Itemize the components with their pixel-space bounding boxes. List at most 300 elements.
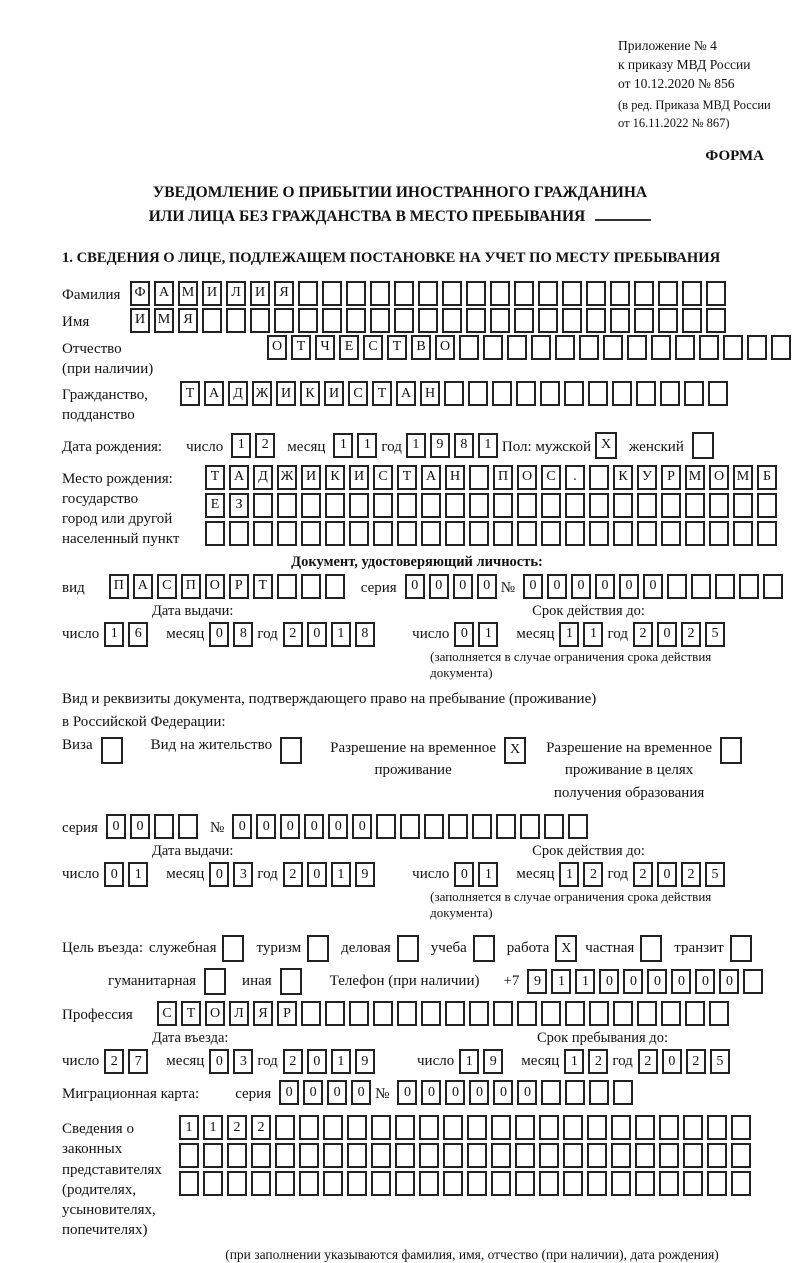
char-cell[interactable] — [493, 493, 513, 518]
char-cell[interactable] — [541, 1080, 561, 1105]
char-cell[interactable] — [541, 1001, 561, 1026]
char-cell[interactable]: 0 — [619, 574, 639, 599]
char-cell[interactable]: И — [324, 381, 344, 406]
char-cell[interactable]: Ж — [277, 465, 297, 490]
char-cell[interactable]: О — [267, 335, 287, 360]
char-cell[interactable] — [520, 814, 540, 839]
char-cell[interactable] — [466, 308, 486, 333]
char-cell[interactable]: 0 — [517, 1080, 537, 1105]
char-cell[interactable] — [515, 1143, 535, 1168]
char-cell[interactable]: Т — [205, 465, 225, 490]
char-cell[interactable]: 1 — [128, 862, 148, 887]
char-cell[interactable] — [253, 493, 273, 518]
char-cell[interactable]: И — [130, 308, 150, 333]
char-cell[interactable]: 0 — [351, 1080, 371, 1105]
char-cell[interactable] — [603, 335, 623, 360]
char-cell[interactable] — [659, 1143, 679, 1168]
char-cell[interactable]: Н — [445, 465, 465, 490]
char-cell[interactable]: 0 — [547, 574, 567, 599]
char-cell[interactable] — [346, 308, 366, 333]
char-cell[interactable]: Н — [420, 381, 440, 406]
char-cell[interactable] — [395, 1115, 415, 1140]
char-cell[interactable]: 0 — [477, 574, 497, 599]
char-cell[interactable]: 2 — [681, 622, 701, 647]
char-cell[interactable] — [589, 465, 609, 490]
char-cell[interactable] — [731, 1171, 751, 1196]
char-cell[interactable] — [589, 521, 609, 546]
char-cell[interactable] — [683, 1143, 703, 1168]
char-cell[interactable]: С — [157, 574, 177, 599]
char-cell[interactable] — [706, 308, 726, 333]
char-cell[interactable] — [563, 1143, 583, 1168]
char-cell[interactable] — [251, 1143, 271, 1168]
char-cell[interactable]: Е — [205, 493, 225, 518]
char-cell[interactable]: 0 — [328, 814, 348, 839]
char-cell[interactable]: 0 — [643, 574, 663, 599]
char-cell[interactable]: Р — [229, 574, 249, 599]
char-cell[interactable]: 0 — [445, 1080, 465, 1105]
char-cell[interactable] — [667, 574, 687, 599]
char-cell[interactable] — [250, 308, 270, 333]
char-cell[interactable] — [445, 1001, 465, 1026]
other-checkbox[interactable] — [280, 968, 302, 995]
char-cell[interactable] — [444, 381, 464, 406]
char-cell[interactable]: В — [411, 335, 431, 360]
char-cell[interactable]: Ф — [130, 281, 150, 306]
char-cell[interactable] — [699, 335, 719, 360]
char-cell[interactable] — [469, 465, 489, 490]
char-cell[interactable] — [539, 1115, 559, 1140]
char-cell[interactable]: 0 — [303, 1080, 323, 1105]
char-cell[interactable]: Д — [228, 381, 248, 406]
char-cell[interactable]: 9 — [527, 969, 547, 994]
char-cell[interactable] — [370, 281, 390, 306]
char-cell[interactable] — [565, 493, 585, 518]
char-cell[interactable] — [661, 521, 681, 546]
temp-edu-checkbox[interactable] — [720, 737, 742, 764]
char-cell[interactable] — [612, 381, 632, 406]
char-cell[interactable]: 1 — [559, 622, 579, 647]
char-cell[interactable] — [731, 1143, 751, 1168]
char-cell[interactable]: А — [421, 465, 441, 490]
char-cell[interactable] — [301, 521, 321, 546]
char-cell[interactable] — [658, 308, 678, 333]
char-cell[interactable] — [541, 521, 561, 546]
transit-checkbox[interactable] — [730, 935, 752, 962]
char-cell[interactable]: З — [229, 493, 249, 518]
char-cell[interactable]: Т — [181, 1001, 201, 1026]
char-cell[interactable] — [349, 493, 369, 518]
char-cell[interactable] — [587, 1115, 607, 1140]
char-cell[interactable]: 2 — [104, 1049, 124, 1074]
char-cell[interactable] — [707, 1143, 727, 1168]
char-cell[interactable] — [493, 1001, 513, 1026]
private-checkbox[interactable] — [640, 935, 662, 962]
char-cell[interactable]: Е — [339, 335, 359, 360]
char-cell[interactable] — [301, 574, 321, 599]
char-cell[interactable]: 0 — [595, 574, 615, 599]
char-cell[interactable] — [467, 1171, 487, 1196]
char-cell[interactable] — [347, 1171, 367, 1196]
char-cell[interactable]: 1 — [406, 433, 426, 458]
char-cell[interactable] — [613, 1080, 633, 1105]
char-cell[interactable]: Т — [397, 465, 417, 490]
char-cell[interactable] — [661, 1001, 681, 1026]
char-cell[interactable] — [469, 493, 489, 518]
char-cell[interactable]: 2 — [227, 1115, 247, 1140]
char-cell[interactable] — [516, 381, 536, 406]
char-cell[interactable] — [323, 1143, 343, 1168]
char-cell[interactable] — [661, 493, 681, 518]
char-cell[interactable] — [538, 308, 558, 333]
char-cell[interactable]: 1 — [331, 622, 351, 647]
char-cell[interactable] — [154, 814, 174, 839]
char-cell[interactable] — [226, 308, 246, 333]
char-cell[interactable]: 0 — [130, 814, 150, 839]
char-cell[interactable] — [709, 493, 729, 518]
char-cell[interactable]: А — [204, 381, 224, 406]
char-cell[interactable] — [419, 1115, 439, 1140]
char-cell[interactable]: М — [154, 308, 174, 333]
char-cell[interactable]: 7 — [128, 1049, 148, 1074]
char-cell[interactable]: К — [300, 381, 320, 406]
char-cell[interactable] — [568, 814, 588, 839]
char-cell[interactable] — [757, 493, 777, 518]
char-cell[interactable] — [472, 814, 492, 839]
char-cell[interactable] — [483, 335, 503, 360]
char-cell[interactable] — [469, 1001, 489, 1026]
char-cell[interactable] — [323, 1171, 343, 1196]
char-cell[interactable]: 0 — [429, 574, 449, 599]
char-cell[interactable] — [723, 335, 743, 360]
char-cell[interactable]: 0 — [209, 622, 229, 647]
char-cell[interactable] — [685, 1001, 705, 1026]
char-cell[interactable]: 0 — [662, 1049, 682, 1074]
char-cell[interactable]: 1 — [357, 433, 377, 458]
char-cell[interactable]: 9 — [483, 1049, 503, 1074]
sex-male-checkbox[interactable]: X — [595, 432, 617, 459]
char-cell[interactable] — [275, 1171, 295, 1196]
char-cell[interactable] — [715, 574, 735, 599]
char-cell[interactable]: 2 — [283, 1049, 303, 1074]
char-cell[interactable]: 2 — [633, 622, 653, 647]
char-cell[interactable]: 0 — [523, 574, 543, 599]
char-cell[interactable]: 1 — [551, 969, 571, 994]
char-cell[interactable] — [517, 521, 537, 546]
char-cell[interactable] — [467, 1115, 487, 1140]
char-cell[interactable]: 0 — [421, 1080, 441, 1105]
char-cell[interactable] — [635, 1143, 655, 1168]
char-cell[interactable] — [347, 1115, 367, 1140]
char-cell[interactable] — [733, 521, 753, 546]
char-cell[interactable]: 2 — [686, 1049, 706, 1074]
char-cell[interactable]: М — [685, 465, 705, 490]
char-cell[interactable]: 6 — [128, 622, 148, 647]
char-cell[interactable]: Я — [253, 1001, 273, 1026]
char-cell[interactable]: К — [325, 465, 345, 490]
char-cell[interactable]: 2 — [283, 622, 303, 647]
char-cell[interactable] — [373, 1001, 393, 1026]
char-cell[interactable]: К — [613, 465, 633, 490]
char-cell[interactable] — [637, 1001, 657, 1026]
char-cell[interactable] — [763, 574, 783, 599]
char-cell[interactable] — [684, 381, 704, 406]
study-checkbox[interactable] — [473, 935, 495, 962]
char-cell[interactable] — [707, 1115, 727, 1140]
char-cell[interactable] — [514, 281, 534, 306]
char-cell[interactable] — [675, 335, 695, 360]
char-cell[interactable] — [771, 335, 791, 360]
char-cell[interactable] — [589, 1080, 609, 1105]
char-cell[interactable]: Р — [661, 465, 681, 490]
char-cell[interactable]: 0 — [307, 862, 327, 887]
char-cell[interactable] — [448, 814, 468, 839]
char-cell[interactable] — [325, 574, 345, 599]
char-cell[interactable]: 1 — [459, 1049, 479, 1074]
char-cell[interactable]: 0 — [454, 862, 474, 887]
char-cell[interactable] — [531, 335, 551, 360]
char-cell[interactable]: О — [205, 1001, 225, 1026]
char-cell[interactable] — [274, 308, 294, 333]
char-cell[interactable] — [611, 1171, 631, 1196]
char-cell[interactable] — [492, 381, 512, 406]
char-cell[interactable]: П — [109, 574, 129, 599]
char-cell[interactable]: 2 — [638, 1049, 658, 1074]
char-cell[interactable] — [251, 1171, 271, 1196]
char-cell[interactable] — [660, 381, 680, 406]
char-cell[interactable]: Л — [229, 1001, 249, 1026]
char-cell[interactable]: П — [493, 465, 513, 490]
char-cell[interactable]: 2 — [583, 862, 603, 887]
char-cell[interactable]: 0 — [307, 622, 327, 647]
char-cell[interactable]: 0 — [307, 1049, 327, 1074]
char-cell[interactable] — [277, 521, 297, 546]
char-cell[interactable]: С — [541, 465, 561, 490]
char-cell[interactable] — [178, 814, 198, 839]
char-cell[interactable] — [637, 521, 657, 546]
char-cell[interactable] — [370, 308, 390, 333]
char-cell[interactable] — [564, 381, 584, 406]
char-cell[interactable]: 0 — [256, 814, 276, 839]
char-cell[interactable]: 1 — [331, 1049, 351, 1074]
tourism-checkbox[interactable] — [307, 935, 329, 962]
char-cell[interactable] — [658, 281, 678, 306]
char-cell[interactable] — [347, 1143, 367, 1168]
char-cell[interactable] — [373, 521, 393, 546]
char-cell[interactable]: И — [301, 465, 321, 490]
char-cell[interactable]: 0 — [352, 814, 372, 839]
char-cell[interactable] — [346, 281, 366, 306]
char-cell[interactable] — [227, 1171, 247, 1196]
char-cell[interactable]: 2 — [255, 433, 275, 458]
char-cell[interactable] — [683, 1115, 703, 1140]
char-cell[interactable] — [179, 1143, 199, 1168]
char-cell[interactable] — [757, 521, 777, 546]
char-cell[interactable] — [421, 493, 441, 518]
char-cell[interactable]: Т — [253, 574, 273, 599]
char-cell[interactable]: 1 — [564, 1049, 584, 1074]
char-cell[interactable] — [565, 521, 585, 546]
char-cell[interactable]: 2 — [283, 862, 303, 887]
char-cell[interactable] — [418, 308, 438, 333]
char-cell[interactable] — [507, 335, 527, 360]
char-cell[interactable]: 8 — [355, 622, 375, 647]
char-cell[interactable]: 0 — [695, 969, 715, 994]
char-cell[interactable] — [395, 1143, 415, 1168]
char-cell[interactable] — [395, 1171, 415, 1196]
char-cell[interactable] — [442, 308, 462, 333]
char-cell[interactable] — [627, 335, 647, 360]
char-cell[interactable] — [491, 1115, 511, 1140]
char-cell[interactable]: 0 — [657, 622, 677, 647]
char-cell[interactable] — [418, 281, 438, 306]
char-cell[interactable] — [613, 521, 633, 546]
char-cell[interactable] — [442, 281, 462, 306]
char-cell[interactable]: Л — [226, 281, 246, 306]
char-cell[interactable] — [349, 1001, 369, 1026]
residence-permit-checkbox[interactable] — [280, 737, 302, 764]
char-cell[interactable]: А — [154, 281, 174, 306]
char-cell[interactable]: 0 — [647, 969, 667, 994]
char-cell[interactable]: 3 — [233, 1049, 253, 1074]
char-cell[interactable]: 8 — [454, 433, 474, 458]
char-cell[interactable]: 1 — [104, 622, 124, 647]
char-cell[interactable]: . — [565, 465, 585, 490]
char-cell[interactable]: Я — [178, 308, 198, 333]
char-cell[interactable]: И — [250, 281, 270, 306]
char-cell[interactable]: 0 — [280, 814, 300, 839]
char-cell[interactable] — [445, 521, 465, 546]
visa-checkbox[interactable] — [101, 737, 123, 764]
char-cell[interactable] — [277, 574, 297, 599]
char-cell[interactable]: А — [133, 574, 153, 599]
char-cell[interactable]: 9 — [355, 862, 375, 887]
char-cell[interactable] — [709, 521, 729, 546]
char-cell[interactable]: 1 — [231, 433, 251, 458]
char-cell[interactable] — [298, 281, 318, 306]
char-cell[interactable] — [610, 308, 630, 333]
char-cell[interactable]: У — [637, 465, 657, 490]
char-cell[interactable] — [298, 308, 318, 333]
char-cell[interactable] — [659, 1171, 679, 1196]
char-cell[interactable]: Т — [180, 381, 200, 406]
char-cell[interactable] — [490, 308, 510, 333]
char-cell[interactable] — [635, 1171, 655, 1196]
char-cell[interactable] — [682, 308, 702, 333]
char-cell[interactable] — [371, 1171, 391, 1196]
char-cell[interactable] — [299, 1171, 319, 1196]
char-cell[interactable] — [202, 308, 222, 333]
char-cell[interactable]: И — [276, 381, 296, 406]
char-cell[interactable] — [538, 281, 558, 306]
char-cell[interactable]: О — [435, 335, 455, 360]
char-cell[interactable] — [301, 493, 321, 518]
char-cell[interactable] — [637, 493, 657, 518]
char-cell[interactable]: 0 — [279, 1080, 299, 1105]
char-cell[interactable] — [731, 1115, 751, 1140]
humanitarian-checkbox[interactable] — [204, 968, 226, 995]
char-cell[interactable]: 1 — [478, 622, 498, 647]
char-cell[interactable] — [651, 335, 671, 360]
official-checkbox[interactable] — [222, 935, 244, 962]
char-cell[interactable] — [394, 281, 414, 306]
char-cell[interactable] — [683, 1171, 703, 1196]
char-cell[interactable] — [371, 1115, 391, 1140]
char-cell[interactable] — [517, 493, 537, 518]
char-cell[interactable] — [586, 308, 606, 333]
char-cell[interactable] — [515, 1115, 535, 1140]
char-cell[interactable]: 0 — [304, 814, 324, 839]
char-cell[interactable] — [539, 1143, 559, 1168]
char-cell[interactable] — [587, 1143, 607, 1168]
char-cell[interactable]: 2 — [588, 1049, 608, 1074]
char-cell[interactable]: 0 — [469, 1080, 489, 1105]
char-cell[interactable] — [491, 1171, 511, 1196]
char-cell[interactable] — [579, 335, 599, 360]
char-cell[interactable] — [493, 521, 513, 546]
char-cell[interactable] — [323, 1115, 343, 1140]
char-cell[interactable]: С — [348, 381, 368, 406]
char-cell[interactable] — [301, 1001, 321, 1026]
char-cell[interactable] — [421, 1001, 441, 1026]
char-cell[interactable]: 1 — [478, 433, 498, 458]
char-cell[interactable] — [397, 493, 417, 518]
char-cell[interactable] — [491, 1143, 511, 1168]
char-cell[interactable]: 0 — [397, 1080, 417, 1105]
char-cell[interactable] — [322, 281, 342, 306]
char-cell[interactable]: И — [349, 465, 369, 490]
char-cell[interactable] — [563, 1115, 583, 1140]
char-cell[interactable]: Ж — [252, 381, 272, 406]
char-cell[interactable]: 1 — [559, 862, 579, 887]
char-cell[interactable] — [747, 335, 767, 360]
char-cell[interactable] — [707, 1171, 727, 1196]
char-cell[interactable]: С — [157, 1001, 177, 1026]
char-cell[interactable] — [322, 308, 342, 333]
char-cell[interactable] — [709, 1001, 729, 1026]
char-cell[interactable] — [565, 1080, 585, 1105]
char-cell[interactable] — [443, 1143, 463, 1168]
char-cell[interactable] — [349, 521, 369, 546]
char-cell[interactable]: Ч — [315, 335, 335, 360]
char-cell[interactable]: Б — [757, 465, 777, 490]
char-cell[interactable]: 5 — [710, 1049, 730, 1074]
char-cell[interactable] — [743, 969, 763, 994]
char-cell[interactable]: Д — [253, 465, 273, 490]
char-cell[interactable]: 1 — [583, 622, 603, 647]
char-cell[interactable]: С — [373, 465, 393, 490]
char-cell[interactable]: 1 — [333, 433, 353, 458]
char-cell[interactable]: 5 — [705, 622, 725, 647]
char-cell[interactable] — [611, 1143, 631, 1168]
char-cell[interactable] — [739, 574, 759, 599]
char-cell[interactable]: 2 — [251, 1115, 271, 1140]
char-cell[interactable] — [469, 521, 489, 546]
char-cell[interactable]: 0 — [493, 1080, 513, 1105]
business-checkbox[interactable] — [397, 935, 419, 962]
char-cell[interactable]: О — [205, 574, 225, 599]
char-cell[interactable] — [562, 308, 582, 333]
char-cell[interactable] — [421, 521, 441, 546]
char-cell[interactable] — [419, 1171, 439, 1196]
char-cell[interactable] — [275, 1143, 295, 1168]
char-cell[interactable] — [589, 493, 609, 518]
char-cell[interactable]: 0 — [327, 1080, 347, 1105]
char-cell[interactable] — [635, 1115, 655, 1140]
char-cell[interactable] — [682, 281, 702, 306]
char-cell[interactable] — [277, 493, 297, 518]
char-cell[interactable] — [611, 1115, 631, 1140]
